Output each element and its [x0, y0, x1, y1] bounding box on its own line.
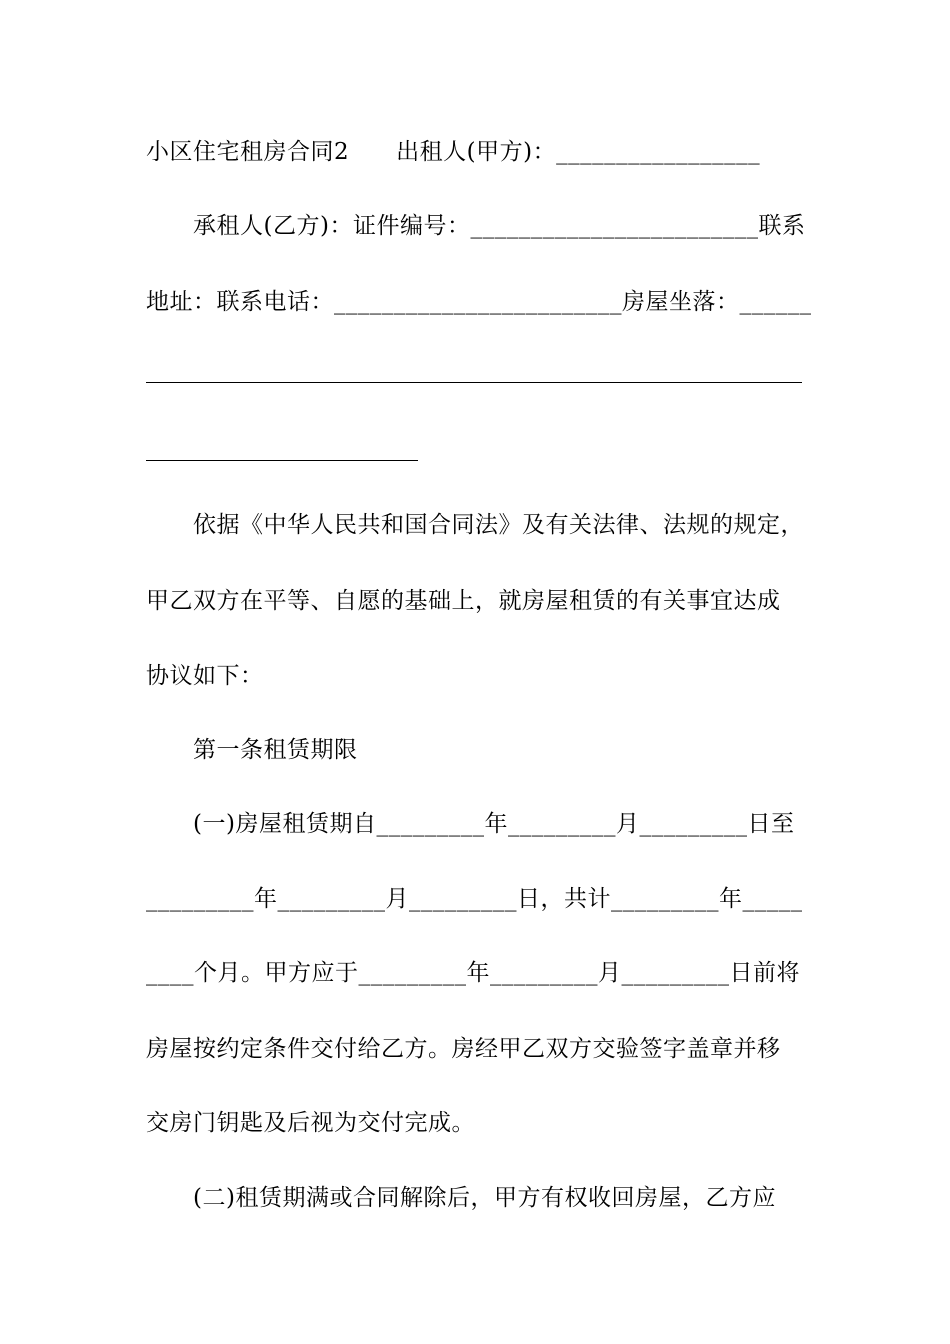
- contact-address-line: 地址：联系电话：________________________房屋坐落：______: [146, 289, 812, 315]
- lease-term-line-2: _________年_________月_________日，共计_________年_____: [146, 886, 803, 912]
- lease-term-line-3: ____个月。甲方应于_________年_________月_________日前将: [146, 960, 800, 986]
- basis-paragraph-line-2: 甲乙双方在平等、自愿的基础上，就房屋租赁的有关事宜达成: [146, 588, 781, 614]
- lease-term-line-5: 交房门钥匙及后视为交付完成。: [146, 1110, 475, 1136]
- basis-paragraph-line-1: 依据《中华人民共和国合同法》及有关法律、法规的规定，: [146, 512, 804, 538]
- blank-fill-rule-long: [146, 382, 802, 383]
- article-one-heading: 第一条租赁期限: [146, 737, 358, 763]
- title-and-lessor-line: 小区住宅租房合同2 出租人(甲方)：_________________: [146, 139, 761, 165]
- blank-fill-rule-short: [146, 460, 418, 461]
- lease-term-line-4: 房屋按约定条件交付给乙方。房经甲乙双方交验签字盖章并移: [146, 1036, 781, 1062]
- lessee-line: 承租人(乙方)：证件编号：________________________联系: [146, 213, 806, 239]
- lease-expiry-line-1: (二)租赁期满或合同解除后，甲方有权收回房屋，乙方应: [146, 1185, 776, 1211]
- lease-term-line-1: (一)房屋租赁期自_________年_________月_________日至: [146, 811, 795, 837]
- basis-paragraph-line-3: 协议如下：: [146, 663, 264, 689]
